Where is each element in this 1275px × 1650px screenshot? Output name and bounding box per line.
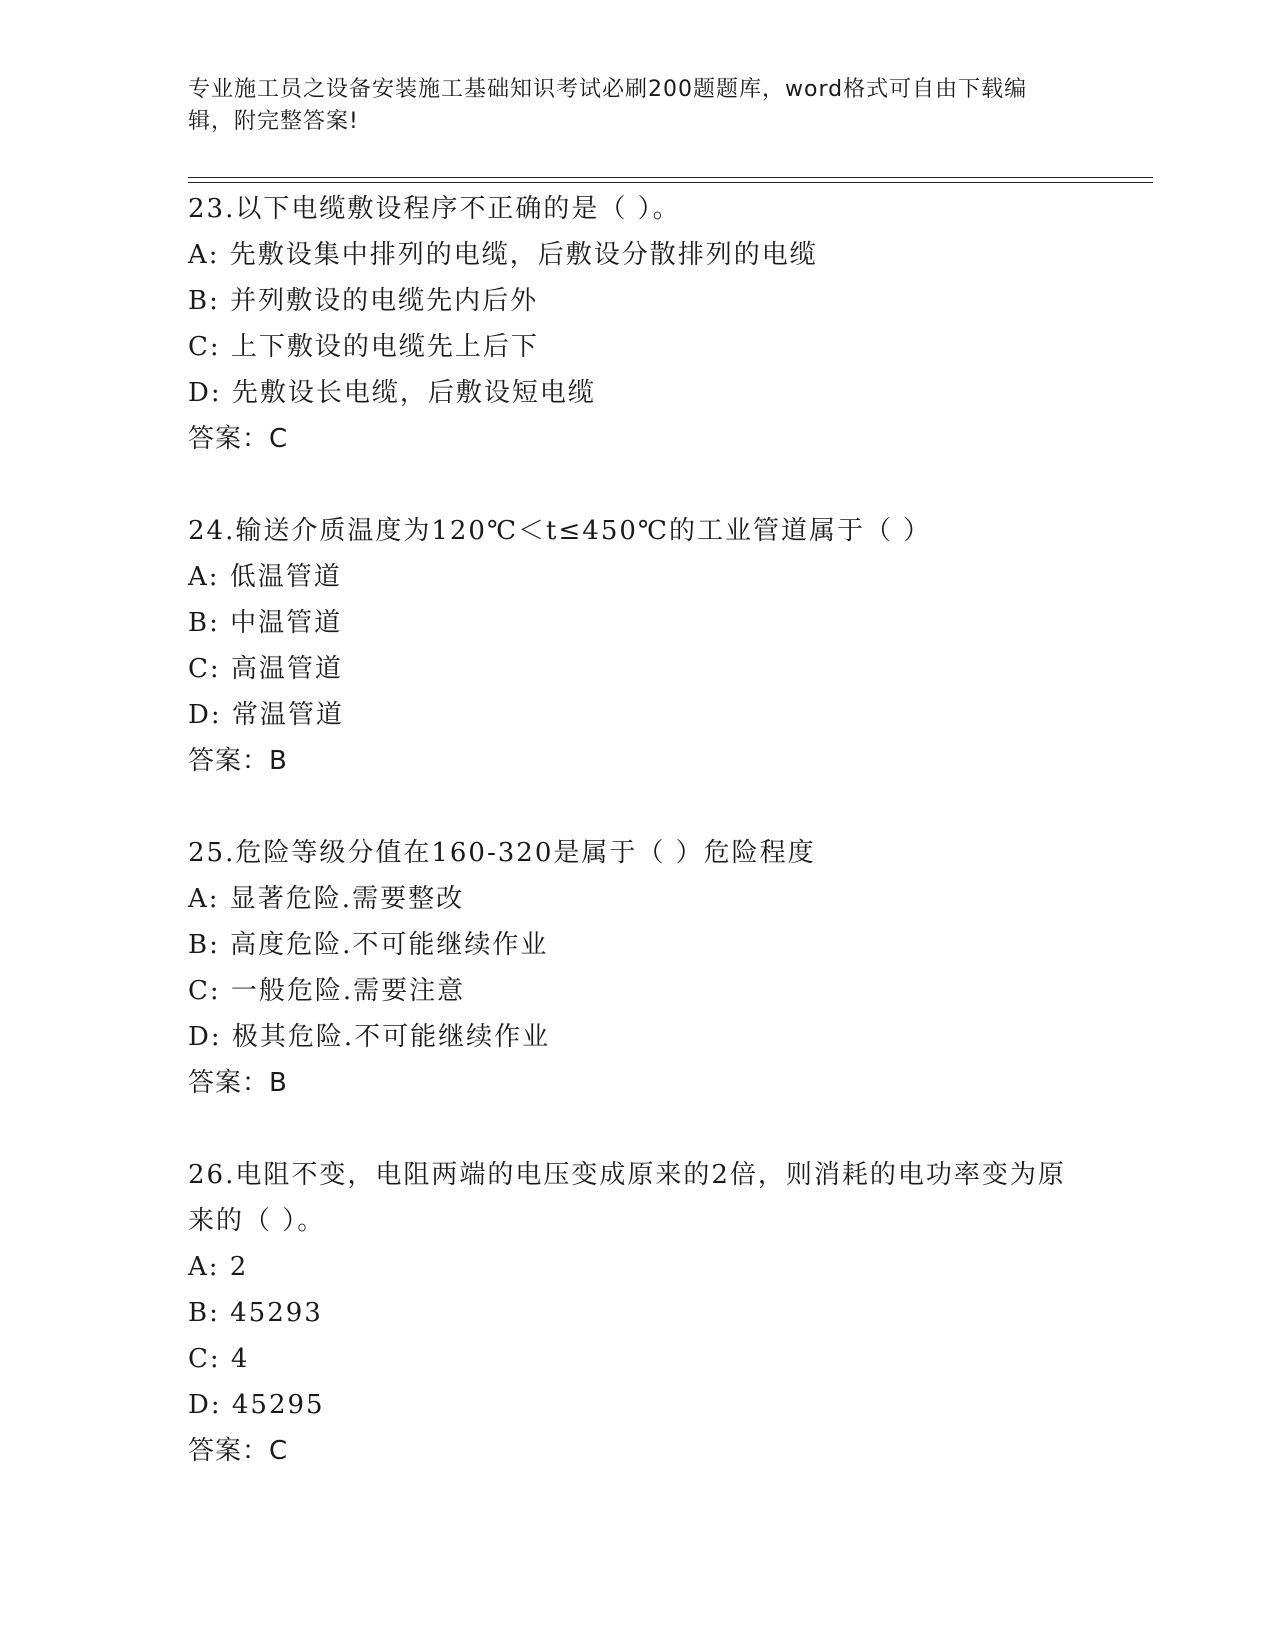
option-d: D: 45295 xyxy=(188,1390,325,1420)
question-stem: 24.输送介质温度为120℃＜t≤450℃的工业管道属于（ ） xyxy=(188,516,932,546)
answer-line: 答案：B xyxy=(188,746,288,776)
option-d: D: 常温管道 xyxy=(188,700,344,730)
option-b: B: 中温管道 xyxy=(188,608,343,638)
option-c: C: 一般危险.需要注意 xyxy=(188,976,466,1006)
answer-line: 答案：B xyxy=(188,1068,288,1098)
answer-line: 答案：C xyxy=(188,424,289,454)
option-a: A: 显著危险.需要整改 xyxy=(188,884,465,914)
option-a: A: 低温管道 xyxy=(188,562,342,592)
option-b: B: 高度危险.不可能继续作业 xyxy=(188,930,549,960)
option-d: D: 先敷设长电缆，后敷设短电缆 xyxy=(188,378,596,408)
header-rule-top xyxy=(188,177,1153,178)
header-rule-bottom xyxy=(188,182,1153,183)
question-stem: 25.危险等级分值在160-320是属于（ ）危险程度 xyxy=(188,838,816,868)
option-d: D: 极其危险.不可能继续作业 xyxy=(188,1022,551,1052)
option-b: B: 45293 xyxy=(188,1298,323,1328)
question-25 xyxy=(188,830,1088,1106)
option-c: C: 上下敷设的电缆先上后下 xyxy=(188,332,539,362)
question-stem: 26.电阻不变，电阻两端的电压变成原来的2倍，则消耗的电功率变为原来的（ ）。 xyxy=(188,1160,1066,1236)
question-list xyxy=(188,186,1088,1520)
question-23 xyxy=(188,186,1088,462)
question-24 xyxy=(188,508,1088,784)
question-stem: 23.以下电缆敷设程序不正确的是（ ）。 xyxy=(188,194,681,224)
option-c: C: 4 xyxy=(188,1344,250,1374)
document-header: 专业施工员之设备安装施工基础知识考试必刷200题题库，word格式可自由下载编辑，附完整答案! xyxy=(188,77,1028,134)
option-a: A: 先敷设集中排列的电缆，后敷设分散排列的电缆 xyxy=(188,240,818,270)
option-a: A: 2 xyxy=(188,1252,249,1282)
question-26 xyxy=(188,1152,1088,1474)
option-c: C: 高温管道 xyxy=(188,654,343,684)
option-b: B: 并列敷设的电缆先内后外 xyxy=(188,286,539,316)
answer-line: 答案：C xyxy=(188,1436,289,1466)
